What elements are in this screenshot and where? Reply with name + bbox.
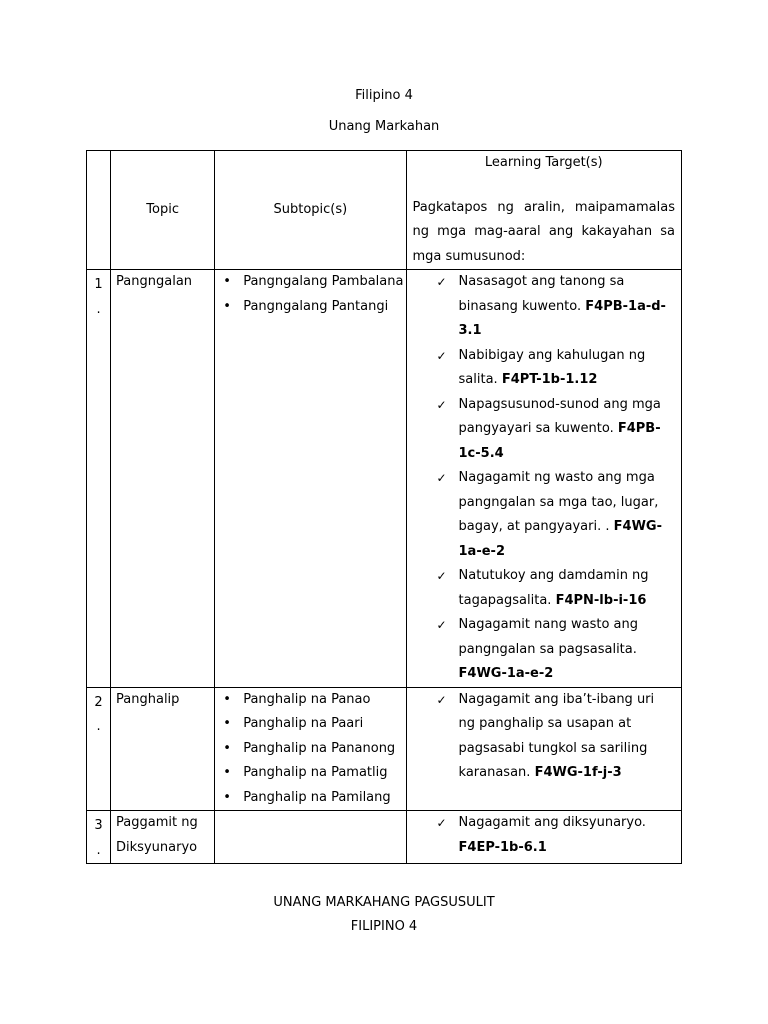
competency-code: F4WG-1a-e-2 — [458, 666, 554, 681]
header-subtopics: Subtopic(s) — [215, 151, 406, 270]
learning-target-text: Nagagamit nang wasto ang pangngalan sa pagsasalita. — [458, 617, 638, 657]
row-number-digit: 1 — [94, 277, 103, 292]
competency-code: F4PB-1c-5.4 — [458, 421, 661, 461]
learning-target-item — [437, 564, 671, 613]
document-subtitle: Unang Markahan — [328, 119, 440, 134]
learning-target-text: Nagagamit ang iba’t-ibang uri ng panghalip sa usapan at pagsasabi tungkol sa sariling karanasan. — [458, 691, 655, 780]
subtopic-item: • Panghalip na Panao — [219, 688, 405, 713]
header-topic: Topic — [111, 151, 215, 270]
table-row — [87, 687, 682, 811]
competency-code: F4PN-lb-i-16 — [555, 592, 647, 608]
learning-target-text: Nagagamit ang diksyunaryo. — [458, 815, 646, 830]
document-title: Filipino 4 — [355, 88, 413, 103]
header-number-cell — [87, 151, 111, 270]
subtopic-item: • Panghalip na Pamatlig — [219, 761, 405, 786]
curriculum-table — [86, 150, 682, 864]
competency-code: F4PB-1a-d-3.1 — [458, 298, 666, 338]
row-number-digit: 2 — [94, 694, 103, 710]
row-learning-targets — [406, 687, 681, 811]
competency-code: F4WG-1a-e-2 — [458, 519, 662, 559]
learning-target-text: Nabibigay ang kahulugan ng salita. — [458, 347, 646, 387]
table-row — [87, 270, 682, 688]
table-header-row — [87, 151, 682, 270]
competency-code: F4WG-1f-j-3 — [534, 765, 622, 780]
exam-title: UNANG MARKAHANG PAGSUSULIT — [273, 895, 495, 910]
learning-target-text: Nasasagot ang tanong sa binasang kuwento. — [458, 274, 625, 314]
learning-target-item — [437, 466, 671, 564]
row-topic: Pangngalan — [111, 270, 215, 688]
row-number — [87, 811, 111, 864]
learning-target-item — [437, 613, 671, 687]
subtopic-item: • Panghalip na Pamilang — [219, 786, 405, 811]
header-learning-targets — [406, 151, 681, 270]
learning-target-text: Napagsusunod-sunod ang mga pangyayari sa kuwento. — [458, 396, 661, 436]
row-number — [87, 270, 111, 688]
learning-target-item — [437, 393, 671, 467]
row-topic: Paggamit ng Diksyunaryo — [111, 811, 215, 864]
subtopic-item: • Pangngalang Pantangi — [219, 295, 405, 320]
row-subtopics — [215, 270, 406, 688]
row-subtopics — [215, 811, 406, 864]
subtopic-item: • Panghalip na Paari — [219, 712, 405, 737]
competency-code: F4PT-1b-1.12 — [501, 372, 598, 387]
row-number-dot: . — [96, 301, 101, 317]
competency-code: F4EP-1b-6.1 — [458, 839, 547, 855]
row-learning-targets — [406, 270, 681, 688]
subtopic-item: • Panghalip na Pananong — [219, 737, 405, 762]
row-topic: Panghalip — [111, 687, 215, 811]
row-number-digit: 3 — [94, 818, 103, 833]
learning-target-item — [437, 270, 671, 344]
row-number-dot: . — [96, 719, 101, 734]
learning-target-description: Pagkatapos ng aralin, maipamamalas ng mga mag-aaral ang kakayahan sa mga sumusunod: — [412, 199, 675, 264]
table-row — [87, 811, 682, 864]
exam-subject: FILIPINO 4 — [350, 919, 418, 934]
learning-target-item — [437, 688, 671, 786]
learning-target-item — [437, 344, 671, 393]
learning-target-title: Learning Target(s) — [484, 155, 603, 170]
learning-target-text: Natutukoy ang damdamin ng tagapagsalita. — [458, 568, 649, 608]
row-learning-targets — [406, 811, 681, 864]
learning-target-text: Nagagamit ng wasto ang mga pangngalan sa mga tao, lugar, bagay, at pangyayari. . — [458, 470, 659, 534]
subtopic-item: • Pangngalang Pambalana — [219, 270, 405, 295]
row-number — [87, 687, 111, 811]
learning-target-item — [437, 811, 671, 860]
row-subtopics — [215, 687, 406, 811]
row-number-dot: . — [96, 842, 101, 858]
